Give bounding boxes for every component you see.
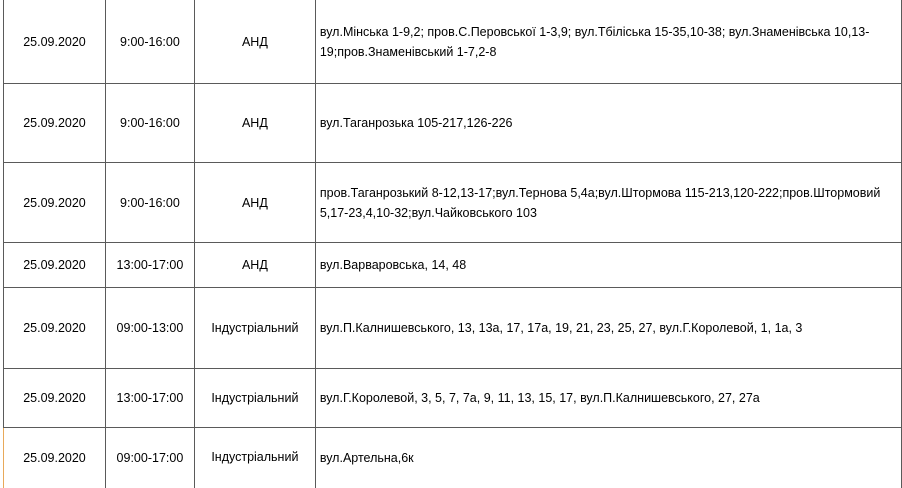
time-cell: 09:00-17:00: [105, 428, 194, 488]
addresses-cell: вул.Мінська 1-9,2; пров.С.Перовської 1-3,9; вул.Тбіліська 15-35,10-38; вул.Знаменівська 10,13-19;пров.Знаменівський 1-7,2-8: [315, 0, 901, 84]
addresses-cell: вул.П.Калнишевського, 13, 13а, 17, 17а, 19, 21, 23, 25, 27, вул.Г.Королевой, 1, 1а, 3: [315, 288, 901, 369]
date-cell: 25.09.2020: [4, 84, 106, 163]
table-row: [4, 243, 902, 288]
time-cell: 09:00-13:00: [105, 288, 194, 369]
addresses-cell: вул.Артельна,6к: [315, 428, 901, 488]
table-row: [4, 84, 902, 163]
district-cell: Індустріальний: [194, 288, 315, 369]
district-cell: АНД: [194, 84, 315, 163]
addresses-cell: вул.Варваровська, 14, 48: [315, 243, 901, 288]
time-cell: 13:00-17:00: [105, 243, 194, 288]
addresses-cell: пров.Таганрозький 8-12,13-17;вул.Тернова 5,4а;вул.Штормова 115-213,120-222;пров.Штормовий 5,17-23,4,10-32;вул.Чайковського 103: [315, 163, 901, 243]
date-cell: 25.09.2020: [4, 243, 106, 288]
district-cell: АНД: [194, 163, 315, 243]
date-cell: 25.09.2020: [4, 369, 106, 428]
date-cell: 25.09.2020: [4, 0, 106, 84]
addresses-cell: вул.Таганрозька 105-217,126-226: [315, 84, 901, 163]
time-cell: 9:00-16:00: [105, 84, 194, 163]
table-row: [4, 428, 902, 488]
table-row: [4, 288, 902, 369]
date-cell: 25.09.2020: [4, 163, 106, 243]
district-cell: Індустріальний: [194, 369, 315, 428]
time-cell: 9:00-16:00: [105, 163, 194, 243]
district-cell: АНД: [194, 0, 315, 84]
addresses-cell: вул.Г.Королевой, 3, 5, 7, 7а, 9, 11, 13, 15, 17, вул.П.Калнишевського, 27, 27а: [315, 369, 901, 428]
date-cell: 25.09.2020: [4, 288, 106, 369]
district-cell: Індустріальний: [194, 428, 315, 488]
time-cell: 13:00-17:00: [105, 369, 194, 428]
date-cell: 25.09.2020: [4, 428, 106, 488]
table-row: [4, 0, 902, 84]
table-row: [4, 163, 902, 243]
time-cell: 9:00-16:00: [105, 0, 194, 84]
table-row: [4, 369, 902, 428]
outage-schedule-table: [3, 0, 902, 488]
district-cell: АНД: [194, 243, 315, 288]
